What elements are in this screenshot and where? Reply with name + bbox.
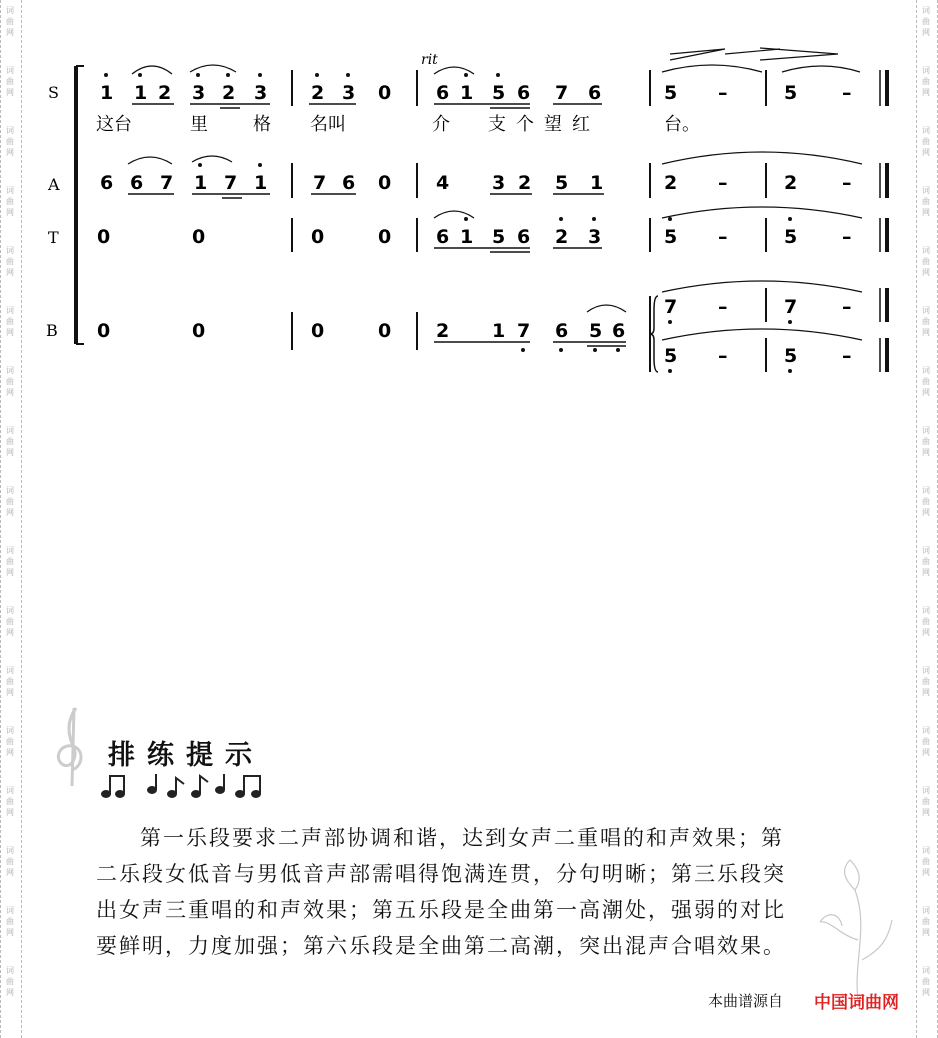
watermark-char: 网 <box>922 568 930 577</box>
watermark-char: 词 <box>922 246 930 255</box>
underlines <box>128 194 604 198</box>
watermark-char: 词 <box>922 486 930 495</box>
watermark-char: 词 <box>6 666 14 675</box>
note: 1 <box>254 172 268 194</box>
watermark-char: 曲 <box>6 797 14 806</box>
note: 5 <box>555 172 569 194</box>
treble-clef-icon <box>48 700 98 790</box>
watermark-char: 曲 <box>922 737 930 746</box>
system-bracket <box>76 66 84 344</box>
watermark-char: 曲 <box>6 977 14 986</box>
watermark-char: 曲 <box>6 317 14 326</box>
bass-part <box>97 281 862 373</box>
final-barlines <box>880 70 887 372</box>
watermark-char: 网 <box>6 568 14 577</box>
note: 6 <box>100 172 114 194</box>
watermark-char: 词 <box>922 126 930 135</box>
watermark-char: 曲 <box>922 17 930 26</box>
tempo-mark: rit <box>421 52 438 68</box>
note: 3 <box>192 82 206 104</box>
watermark-char: 曲 <box>922 377 930 386</box>
watermark-char: 网 <box>922 808 930 817</box>
watermark-char: 曲 <box>922 257 930 266</box>
source-site-link[interactable]: 中国词曲网 <box>814 993 899 1013</box>
note: 0 <box>378 172 392 194</box>
note: – <box>842 172 852 194</box>
note: 6 <box>517 82 531 104</box>
watermark-char: 曲 <box>922 77 930 86</box>
lyrics <box>96 114 700 135</box>
note: 3 <box>492 172 506 194</box>
alto-part <box>100 152 862 198</box>
watermark-char: 网 <box>922 508 930 517</box>
watermark-char: 曲 <box>922 137 930 146</box>
note: 1 <box>460 226 474 248</box>
watermark-char: 词 <box>6 906 14 915</box>
note: 5 <box>784 345 798 367</box>
watermark-char: 曲 <box>922 617 930 626</box>
note: 3 <box>588 226 602 248</box>
watermark-char: 曲 <box>922 497 930 506</box>
note: 0 <box>192 320 206 342</box>
note: 2 <box>222 82 236 104</box>
soprano-part <box>100 65 860 108</box>
note: 7 <box>555 82 569 104</box>
watermark-char: 网 <box>922 628 930 637</box>
note: 2 <box>311 82 325 104</box>
watermark-char: 词 <box>922 666 930 675</box>
watermark-char: 曲 <box>6 377 14 386</box>
watermark-char: 网 <box>922 448 930 457</box>
voice-label-s: S <box>48 83 59 102</box>
watermark-char: 词 <box>922 366 930 375</box>
lyric: 支个望红 <box>488 114 600 135</box>
music-notes-icon <box>100 770 280 800</box>
note: 1 <box>460 82 474 104</box>
divisi-brace <box>650 296 658 372</box>
note: 5 <box>664 226 678 248</box>
watermark-char: 曲 <box>6 557 14 566</box>
watermark-char: 词 <box>922 606 930 615</box>
watermark-char: 词 <box>6 546 14 555</box>
watermark-char: 曲 <box>922 797 930 806</box>
watermark-char: 曲 <box>922 917 930 926</box>
watermark-char: 词 <box>6 846 14 855</box>
watermark-char: 网 <box>922 688 930 697</box>
watermark-char: 词 <box>6 306 14 315</box>
note: – <box>718 226 728 248</box>
note: 1 <box>100 82 114 104</box>
watermark-char: 网 <box>922 28 930 37</box>
note: 6 <box>342 172 356 194</box>
note: 5 <box>492 82 506 104</box>
watermark-char: 网 <box>922 328 930 337</box>
note: 6 <box>588 82 602 104</box>
underlines <box>434 342 626 346</box>
note: 2 <box>436 320 450 342</box>
watermark-char: 网 <box>6 748 14 757</box>
watermark-char: 网 <box>6 328 14 337</box>
watermark-char: 词 <box>6 486 14 495</box>
watermark-char: 词 <box>922 786 930 795</box>
watermark-char: 网 <box>922 148 930 157</box>
watermark-char: 曲 <box>6 857 14 866</box>
watermark-char: 网 <box>922 988 930 997</box>
watermark-char: 曲 <box>6 197 14 206</box>
octave-dots <box>198 163 262 167</box>
note: 7 <box>517 320 531 342</box>
note: 5 <box>589 320 603 342</box>
slurs <box>434 207 862 218</box>
watermark-char: 词 <box>922 906 930 915</box>
watermark-char: 曲 <box>6 77 14 86</box>
watermark-char: 网 <box>6 148 14 157</box>
watermark-char: 网 <box>922 88 930 97</box>
lyric: 介 <box>432 114 450 135</box>
note: 6 <box>555 320 569 342</box>
watermark-char: 网 <box>6 268 14 277</box>
watermark-char: 网 <box>6 988 14 997</box>
note: 5 <box>784 82 798 104</box>
watermark-char: 曲 <box>922 857 930 866</box>
watermark-char: 曲 <box>922 197 930 206</box>
note: 4 <box>436 172 450 194</box>
watermark-char: 网 <box>6 688 14 697</box>
note: 0 <box>311 226 325 248</box>
watermark-char: 词 <box>6 606 14 615</box>
underlines <box>434 248 602 252</box>
tenor-part <box>97 207 862 252</box>
note: 5 <box>492 226 506 248</box>
watermark-char: 网 <box>922 868 930 877</box>
watermark-char: 词 <box>6 726 14 735</box>
note: 6 <box>130 172 144 194</box>
rehearsal-hints-title: 排练提示 <box>108 740 264 771</box>
watermark-char: 网 <box>922 928 930 937</box>
note: 6 <box>517 226 531 248</box>
watermark-char: 词 <box>922 726 930 735</box>
slurs <box>132 65 860 74</box>
note: 6 <box>612 320 626 342</box>
watermark-char: 网 <box>6 868 14 877</box>
watermark-char: 词 <box>922 306 930 315</box>
watermark-char: 网 <box>922 388 930 397</box>
note: 0 <box>97 226 111 248</box>
watermark-char: 曲 <box>922 317 930 326</box>
watermark-char: 词 <box>6 186 14 195</box>
watermark-char: 词 <box>922 966 930 975</box>
watermark-char: 词 <box>6 126 14 135</box>
note: 1 <box>492 320 506 342</box>
watermark-char: 词 <box>6 426 14 435</box>
watermark-char: 曲 <box>6 617 14 626</box>
note: 7 <box>313 172 327 194</box>
watermark-char: 词 <box>6 366 14 375</box>
note: 2 <box>555 226 569 248</box>
watermark-char: 曲 <box>922 557 930 566</box>
watermark-char: 曲 <box>922 677 930 686</box>
octave-dots <box>464 217 792 221</box>
note: 0 <box>378 320 392 342</box>
note: 2 <box>784 172 798 194</box>
note: 0 <box>97 320 111 342</box>
watermark-char: 词 <box>922 846 930 855</box>
watermark-char: 网 <box>6 388 14 397</box>
slurs <box>128 152 862 164</box>
watermark-char: 网 <box>6 508 14 517</box>
watermark-char: 词 <box>6 966 14 975</box>
watermark-char: 词 <box>6 246 14 255</box>
dynamics-hairpins <box>670 48 838 60</box>
note: 6 <box>436 226 450 248</box>
note: 0 <box>192 226 206 248</box>
watermark-char: 网 <box>922 748 930 757</box>
note: – <box>718 172 728 194</box>
lyric: 格 <box>253 114 271 135</box>
note: 6 <box>436 82 450 104</box>
watermark-char: 网 <box>6 928 14 937</box>
note: 5 <box>784 226 798 248</box>
note: 1 <box>194 172 208 194</box>
watermark-char: 曲 <box>6 437 14 446</box>
watermark-char: 词 <box>922 66 930 75</box>
lyric: 这台 <box>96 114 132 135</box>
note: 0 <box>378 226 392 248</box>
watermark-char: 曲 <box>922 437 930 446</box>
watermark-char: 网 <box>6 208 14 217</box>
voice-label-t: T <box>48 228 59 247</box>
watermark-char: 网 <box>6 28 14 37</box>
note: – <box>718 345 728 367</box>
watermark-char: 网 <box>6 808 14 817</box>
watermark-char: 曲 <box>6 257 14 266</box>
note: 0 <box>311 320 325 342</box>
note: 2 <box>664 172 678 194</box>
source-label: 本曲谱源自 <box>708 992 784 1010</box>
underlines <box>132 104 602 108</box>
rehearsal-hints-text <box>96 820 796 964</box>
watermark-char: 词 <box>922 6 930 15</box>
lyric: 里 <box>190 114 208 135</box>
octave-dots <box>104 73 500 77</box>
note: 1 <box>134 82 148 104</box>
note: – <box>842 345 852 367</box>
note: 5 <box>664 82 678 104</box>
note: 7 <box>224 172 238 194</box>
note: 7 <box>160 172 174 194</box>
watermark-char: 网 <box>922 268 930 277</box>
lyric: 名叫 <box>310 114 346 135</box>
note: – <box>842 82 852 104</box>
note: 2 <box>518 172 532 194</box>
note: 7 <box>784 296 798 318</box>
note: 7 <box>664 296 678 318</box>
watermark-char: 词 <box>6 66 14 75</box>
note: 5 <box>664 345 678 367</box>
watermark-char: 曲 <box>6 17 14 26</box>
watermark-char: 曲 <box>6 917 14 926</box>
note: – <box>842 226 852 248</box>
voice-label-b: B <box>46 321 58 340</box>
note: 1 <box>590 172 604 194</box>
watermark-char: 词 <box>6 6 14 15</box>
music-score <box>0 0 938 400</box>
watermark-char: 曲 <box>6 677 14 686</box>
lyric: 台。 <box>664 114 700 135</box>
watermark-char: 词 <box>922 546 930 555</box>
watermark-char: 曲 <box>6 497 14 506</box>
note: 0 <box>378 82 392 104</box>
note: 3 <box>254 82 268 104</box>
watermark-char: 词 <box>6 786 14 795</box>
watermark-char: 曲 <box>6 137 14 146</box>
watermark-char: 网 <box>6 628 14 637</box>
watermark-char: 网 <box>6 448 14 457</box>
note: – <box>718 296 728 318</box>
watermark-char: 词 <box>922 186 930 195</box>
watermark-char: 网 <box>6 88 14 97</box>
note: 2 <box>158 82 172 104</box>
rehearsal-hints-paragraph: 第一乐段要求二声部协调和谐，达到女声二重唱的和声效果；第二乐段女低音与男低音声部需唱得饱满连贯，分句明晰；第三乐段突出女声三重唱的和声效果；第五乐段是全曲第一高潮处，强弱的对比要鲜明，力度加强；第六乐段是全曲第二高潮，突出混声合唱效果。 <box>96 826 786 958</box>
watermark-char: 网 <box>922 208 930 217</box>
voice-label-a: A <box>48 175 60 194</box>
watermark-char: 曲 <box>922 977 930 986</box>
watermark-char: 词 <box>922 426 930 435</box>
note: – <box>842 296 852 318</box>
note: – <box>718 82 728 104</box>
watermark-char: 曲 <box>6 737 14 746</box>
note: 3 <box>342 82 356 104</box>
